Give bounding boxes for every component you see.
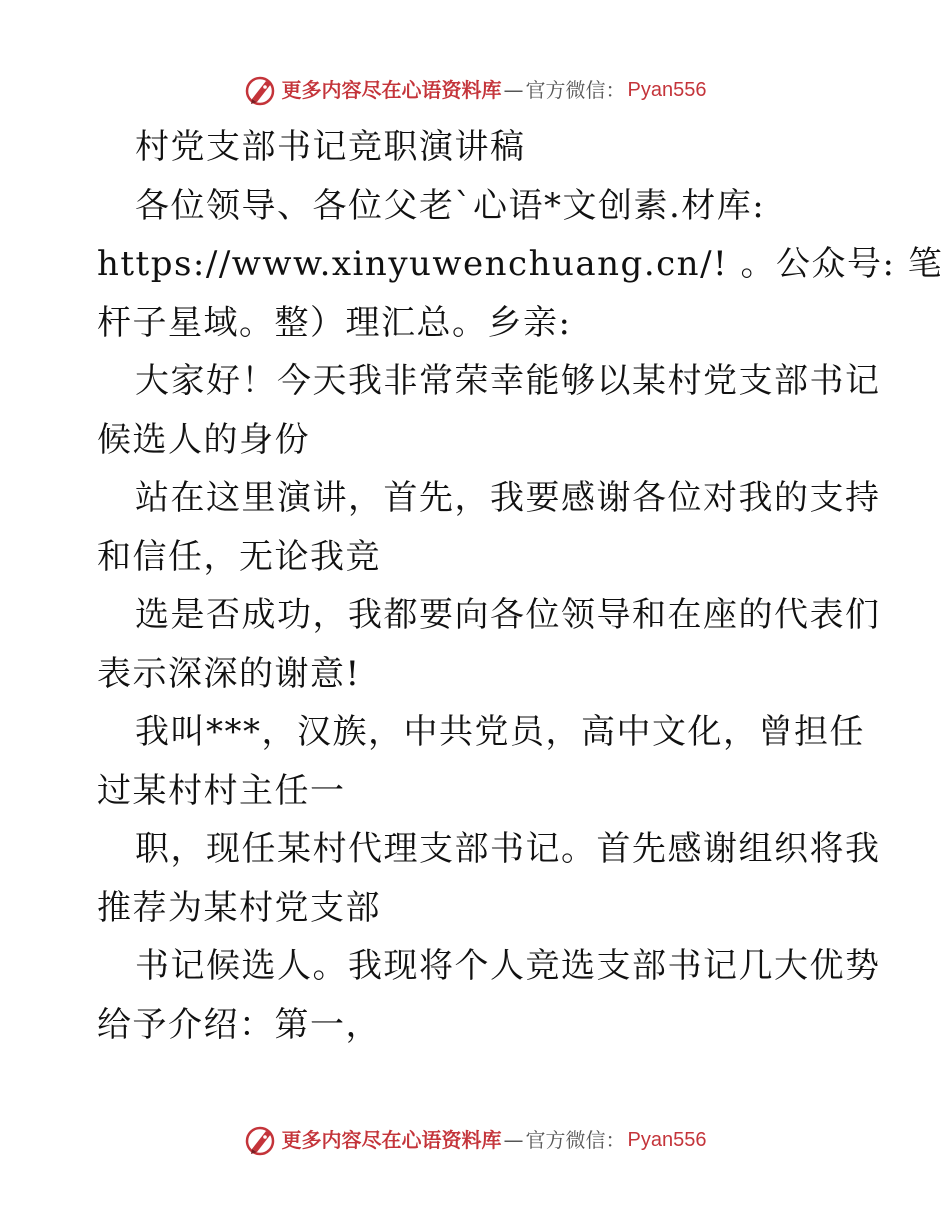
pen-logo-icon (244, 73, 278, 107)
header-banner (0, 70, 950, 110)
text-line: 过某村村主任一 (97, 770, 346, 811)
header-wechat-id: Pyan556 (627, 79, 707, 101)
footer-banner (0, 1120, 950, 1160)
text-line: 和信任，无论我竞 (97, 536, 381, 577)
header-separator: — (503, 78, 524, 102)
text-line: 站在这里演讲，首先，我要感谢各位对我的支持 (135, 478, 881, 518)
header-promo-text: 更多内容尽在心语资料库 (281, 78, 502, 102)
text-line: 大家好！今天我非常荣幸能够以某村党支部书记 (135, 361, 881, 401)
footer-wechat-label: 官方微信： (525, 1128, 626, 1152)
header-wechat-label: 官方微信： (525, 78, 626, 102)
text-line: https://www.xinyuwenchuang.cn/! 。公众号: 笔 (97, 244, 944, 284)
text-line: 我叫***，汉族，中共党员，高中文化，曾担任 (135, 712, 865, 752)
text-line: 表示深深的谢意! (97, 653, 361, 694)
text-line: 各位领导、各位父老`心语*文创素.材库: (135, 185, 766, 226)
footer-wechat-id: Pyan556 (627, 1129, 707, 1151)
footer-separator: — (503, 1128, 524, 1152)
text-line: 书记候选人。我现将个人竞选支部书记几大优势 (135, 946, 881, 986)
footer-promo-text: 更多内容尽在心语资料库 (281, 1128, 502, 1152)
text-line: 选是否成功，我都要向各位领导和在座的代表们 (135, 595, 881, 635)
text-line: 推荐为某村党支部 (97, 887, 381, 928)
text-line: 职，现任某村代理支部书记。首先感谢组织将我 (135, 829, 881, 869)
text-line: 杆子星域。整）理汇总。乡亲: (97, 302, 572, 343)
text-line: 给予介绍：第一， (97, 1004, 381, 1045)
document-title: 村党支部书记竞职演讲稿 (135, 127, 526, 167)
pen-logo-icon (244, 1123, 278, 1157)
document-body (97, 118, 944, 1054)
text-line: 候选人的身份 (97, 419, 310, 460)
